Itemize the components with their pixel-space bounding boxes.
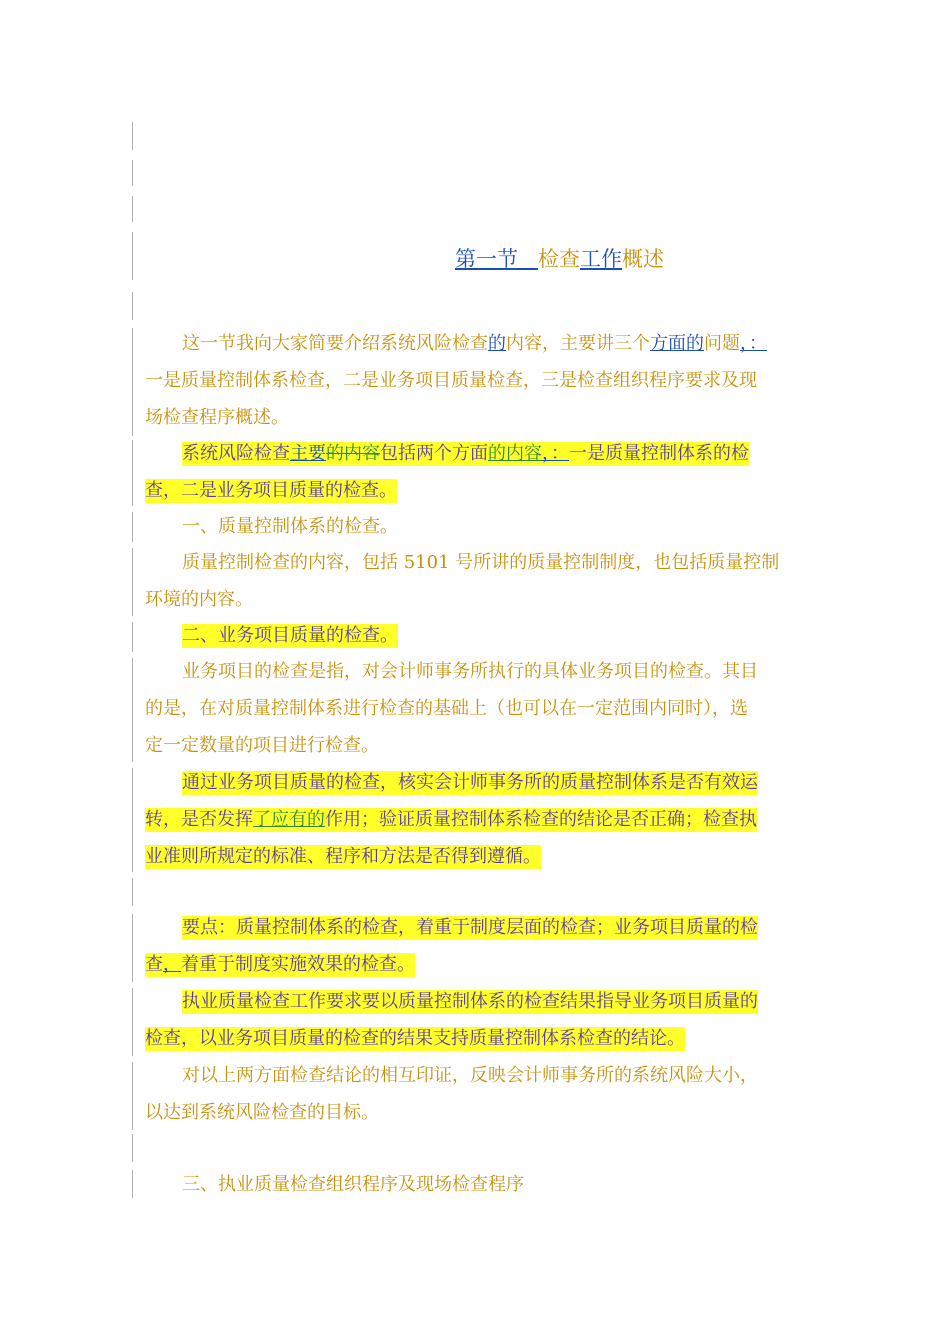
change-bar — [132, 914, 133, 982]
change-bar — [132, 440, 133, 506]
paragraph-line: 要点：质量控制体系的检查，着重于制度层面的检查；业务项目质量的检 — [182, 917, 758, 938]
paragraph-line: 环境的内容。 — [145, 589, 253, 610]
paragraph-line: 查，二是业务项目质量的检查。 — [145, 480, 397, 501]
change-bar — [132, 160, 133, 186]
paragraph-line: 查，着重于制度实施效果的检查。 — [145, 954, 415, 975]
change-bar — [132, 196, 133, 222]
paragraph-line: 一是质量控制体系检查，二是业务项目质量检查，三是检查组织程序要求及现 — [145, 370, 757, 391]
change-bar — [132, 232, 133, 280]
change-bar — [132, 878, 133, 906]
section-heading: 二、业务项目质量的检查。 — [182, 625, 398, 646]
paragraph-line: 以达到系统风险检查的目标。 — [145, 1102, 379, 1123]
change-bar — [132, 328, 133, 436]
change-bar — [132, 1170, 133, 1198]
change-bar — [132, 988, 133, 1056]
change-bar — [132, 292, 133, 320]
paragraph-line: 的是，在对质量控制体系进行检查的基础上（也可以在一定范围内同时），选 — [145, 698, 748, 719]
section-heading: 一、质量控制体系的检查。 — [182, 516, 398, 537]
paragraph-line: 场检查程序概述。 — [145, 407, 289, 428]
title-part: 工作 — [580, 247, 623, 271]
change-bar — [132, 512, 133, 542]
paragraph-line: 定一定数量的项目进行检查。 — [145, 735, 379, 756]
change-bar — [132, 122, 133, 150]
paragraph-line: 执业质量检查工作要求要以质量控制体系的检查结果指导业务项目质量的 — [182, 991, 758, 1012]
paragraph-line: 通过业务项目质量的检查，核实会计师事务所的质量控制体系是否有效运 — [182, 772, 758, 793]
change-bar — [132, 658, 133, 762]
paragraph-line: 质量控制检查的内容，包括 5101 号所讲的质量控制制度，也包括质量控制 — [182, 552, 780, 573]
title-part: 概述 — [622, 247, 665, 271]
change-bar — [132, 768, 133, 872]
change-bar — [132, 622, 133, 652]
change-bar — [132, 548, 133, 616]
title-part: 检查 — [538, 247, 581, 271]
paragraph-line: 业务项目的检查是指，对会计师事务所执行的具体业务项目的检查。其目 — [182, 661, 758, 682]
paragraph-line: 这一节我向大家简要介绍系统风险检查的内容，主要讲三个方面的问题，： — [182, 333, 767, 354]
page-title — [455, 245, 664, 273]
paragraph-line: 系统风险检查主要的内容包括两个方面的内容，：一是质量控制体系的检 — [182, 443, 749, 464]
paragraph-line: 转，是否发挥了应有的作用；验证质量控制体系检查的结论是否正确；检查执 — [145, 809, 757, 830]
paragraph-line: 检查，以业务项目质量的检查的结果支持质量控制体系检查的结论。 — [145, 1028, 685, 1049]
paragraph-line: 业准则所规定的标准、程序和方法是否得到遵循。 — [145, 846, 541, 867]
change-bar — [132, 1134, 133, 1162]
title-part: 第一节 — [455, 247, 518, 271]
change-bar — [132, 1062, 133, 1130]
paragraph-line: 对以上两方面检查结论的相互印证，反映会计师事务所的系统风险大小， — [182, 1065, 758, 1086]
section-heading: 三、执业质量检查组织程序及现场检查程序 — [182, 1174, 524, 1195]
